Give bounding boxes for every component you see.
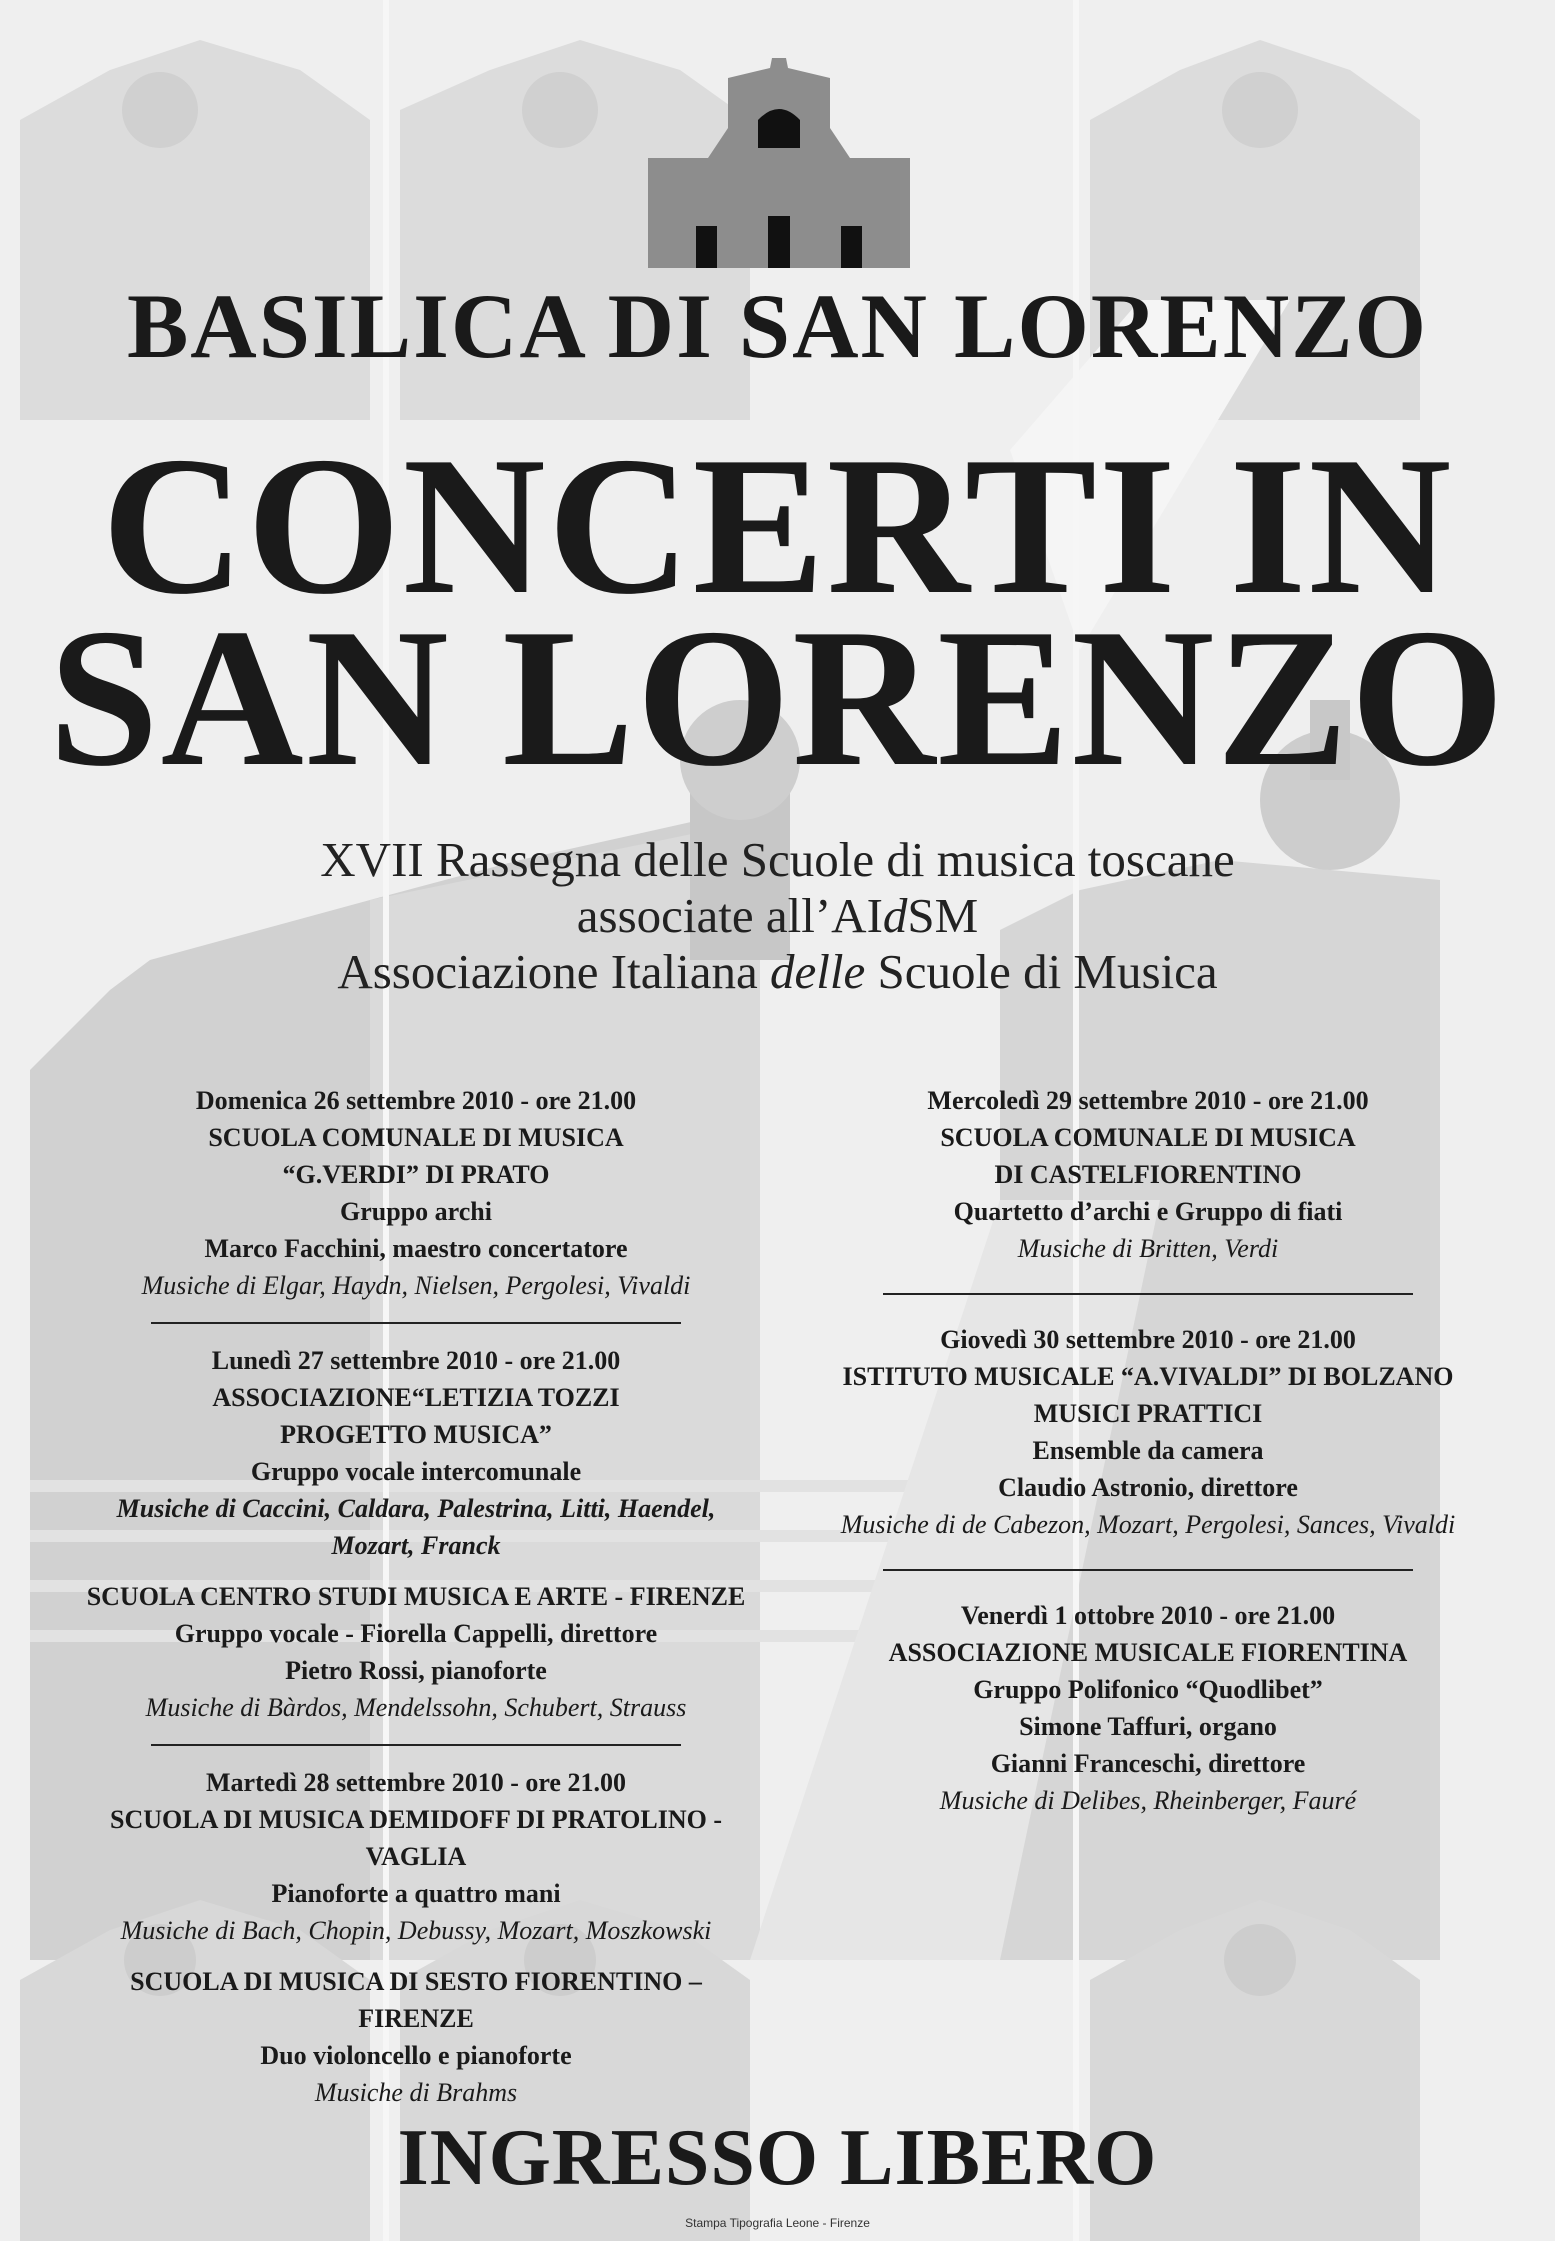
- basilica-facade-logo: [648, 58, 910, 268]
- concert-line: ISTITUTO MUSICALE “A.VIVALDI” DI BOLZANO: [842, 1362, 1454, 1391]
- concert-program: Musiche di Bach, Chopin, Debussy, Mozart, Moszkowski: [120, 1916, 712, 1945]
- concert-entry: [808, 1082, 1488, 1267]
- subtitle-line-2: [0, 888, 1555, 944]
- concert-line: ASSOCIAZIONE MUSICALE FIORENTINA: [888, 1638, 1408, 1667]
- concert-line: Pietro Rossi, pianoforte: [285, 1656, 547, 1685]
- concert-line: Gruppo Polifonico “Quodlibet”: [973, 1675, 1323, 1704]
- divider: [883, 1569, 1413, 1571]
- concert-line: Gruppo vocale - Fiorella Cappelli, direttore: [174, 1619, 658, 1648]
- title-line-1: CONCERTI IN: [101, 416, 1454, 635]
- subtitle-line-2-c: SM: [907, 888, 979, 943]
- concert-line: Ensemble da camera: [1032, 1436, 1264, 1465]
- concert-line: Pianoforte a quattro mani: [271, 1879, 561, 1908]
- concert-entry: [76, 1342, 756, 1564]
- concert-date: Lunedì 27 settembre 2010 - ore 21.00: [211, 1346, 621, 1375]
- subtitle-line-1: XVII Rassegna delle Scuole di musica toscane: [320, 832, 1235, 887]
- concert-date: Giovedì 30 settembre 2010 - ore 21.00: [940, 1325, 1356, 1354]
- concert-line: SCUOLA COMUNALE DI MUSICA: [208, 1123, 624, 1152]
- concert-line: SCUOLA DI MUSICA DI SESTO FIORENTINO – FIRENZE: [130, 1967, 702, 2033]
- divider: [883, 1293, 1413, 1295]
- concert-program: Musiche di Bàrdos, Mendelssohn, Schubert, Strauss: [145, 1693, 687, 1722]
- left-concert-column: [76, 1082, 756, 2111]
- concert-line: Simone Taffuri, organo: [1019, 1712, 1277, 1741]
- concert-line: MUSICI PRATTICI: [1033, 1399, 1263, 1428]
- concert-line: PROGETTO MUSICA”: [280, 1420, 552, 1449]
- divider: [151, 1322, 681, 1324]
- concert-line: Marco Facchini, maestro concertatore: [204, 1234, 628, 1263]
- concert-line: Gruppo archi: [340, 1197, 492, 1226]
- subtitle-line-3: [0, 944, 1555, 1000]
- concert-line: Duo violoncello e pianoforte: [260, 2041, 572, 2070]
- concert-program: Musiche di Brahms: [314, 2078, 518, 2107]
- divider: [151, 1744, 681, 1746]
- concert-date: Martedì 28 settembre 2010 - ore 21.00: [206, 1768, 626, 1797]
- concert-line: ASSOCIAZIONE“LETIZIA TOZZI: [212, 1383, 620, 1412]
- printer-credit: Stampa Tipografia Leone - Firenze: [685, 2216, 870, 2230]
- right-concert-column: [808, 1082, 1488, 1819]
- concert-line: Gruppo vocale intercomunale: [250, 1457, 582, 1486]
- concert-line: Quartetto d’archi e Gruppo di fiati: [953, 1197, 1343, 1226]
- title-line-2: SAN LORENZO: [48, 588, 1507, 807]
- concert-program: Musiche di de Cabezon, Mozart, Pergolesi, Sances, Vivaldi: [840, 1510, 1456, 1539]
- concert-line: “G.VERDI” DI PRATO: [282, 1160, 550, 1189]
- concert-entry: [76, 1764, 756, 1949]
- concert-entry: [76, 1082, 756, 1304]
- page-title: [0, 416, 1555, 807]
- concert-line: DI CASTELFIORENTINO: [994, 1160, 1302, 1189]
- concert-date: Domenica 26 settembre 2010 - ore 21.00: [195, 1086, 637, 1115]
- free-entry-heading: INGRESSO LIBERO: [397, 2114, 1158, 2202]
- subtitle-line-3-b: delle: [769, 944, 866, 999]
- subtitle: [0, 832, 1555, 1000]
- subtitle-line-2-a: associate all’AI: [576, 888, 883, 943]
- subtitle-line-3-a: Associazione Italiana: [337, 944, 770, 999]
- concert-date: Venerdì 1 ottobre 2010 - ore 21.00: [960, 1601, 1336, 1630]
- basilica-heading: BASILICA DI SAN LORENZO: [126, 275, 1429, 377]
- subtitle-line-3-c: Scuole di Musica: [865, 944, 1218, 999]
- subtitle-line-2-b: d: [882, 888, 908, 943]
- concert-entry: [76, 1578, 756, 1726]
- concert-program: Musiche di Delibes, Rheinberger, Fauré: [939, 1786, 1357, 1815]
- concert-entry: [76, 1963, 756, 2111]
- concert-program: Musiche di Britten, Verdi: [1017, 1234, 1279, 1263]
- concert-line: SCUOLA CENTRO STUDI MUSICA E ARTE - FIRENZE: [86, 1582, 746, 1611]
- concert-line: SCUOLA DI MUSICA DEMIDOFF DI PRATOLINO - VAGLIA: [109, 1805, 722, 1871]
- concert-entry: [808, 1321, 1488, 1543]
- concert-line: SCUOLA COMUNALE DI MUSICA: [940, 1123, 1356, 1152]
- concert-line: Claudio Astronio, direttore: [998, 1473, 1298, 1502]
- concert-date: Mercoledì 29 settembre 2010 - ore 21.00: [927, 1086, 1369, 1115]
- concert-entry: [808, 1597, 1488, 1819]
- concert-line: Gianni Franceschi, direttore: [990, 1749, 1306, 1778]
- concert-program: Musiche di Elgar, Haydn, Nielsen, Pergolesi, Vivaldi: [141, 1271, 691, 1300]
- concert-program: Musiche di Caccini, Caldara, Palestrina, Litti, Haendel, Mozart, Franck: [116, 1494, 716, 1560]
